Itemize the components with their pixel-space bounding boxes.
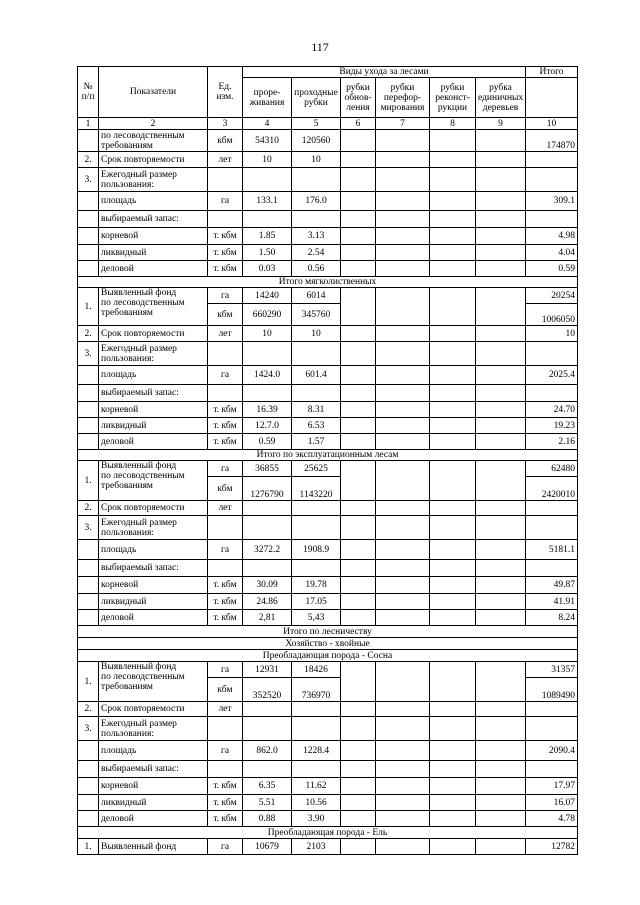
unit-cell: т. кбм (208, 418, 243, 434)
total-cell: 2420010 (526, 477, 578, 501)
total-cell: 1089490 (526, 678, 578, 702)
value-cell: 12.7.0 (243, 418, 292, 434)
section-title-conifer: Хозяйство - хвойные (78, 638, 578, 650)
total-cell: 4.78 (526, 811, 578, 827)
table-row (78, 662, 578, 678)
header-col-passing: проходные рубки (292, 78, 341, 118)
total-cell: 0.59 (526, 261, 578, 277)
value-cell: 54310 (243, 130, 292, 152)
table-row (78, 326, 578, 342)
unit-cell: т. кбм (208, 778, 243, 795)
col-number: 10 (526, 118, 578, 130)
value-cell: 1276790 (243, 477, 292, 501)
area-label: площадь (99, 540, 208, 560)
annual-label: Ежегодный размер пользования: (99, 717, 208, 741)
total-cell: 309.1 (526, 192, 578, 211)
header-numbers-row (78, 118, 578, 130)
total-cell: 20254 (526, 288, 578, 304)
table-row (78, 245, 578, 261)
row-num: 2. (78, 702, 99, 717)
annual-label: Ежегодный размер пользования: (99, 342, 208, 366)
table-row (78, 811, 578, 827)
unit-cell: га (208, 741, 243, 761)
stock-label: выбираемый запас: (99, 385, 208, 402)
root-label: корневой (99, 402, 208, 418)
business-label: деловой (99, 434, 208, 450)
table-row (78, 577, 578, 594)
table-row (78, 610, 578, 626)
header-unit: Ед. изм. (208, 67, 243, 118)
area-label: площадь (99, 366, 208, 385)
table-row (78, 540, 578, 560)
total-cell: 17.97 (526, 778, 578, 795)
col-number: 5 (292, 118, 341, 130)
table-row (78, 717, 578, 741)
stock-label: выбираемый запас: (99, 560, 208, 577)
value-cell: 19.78 (292, 577, 341, 594)
header-care-types: Виды ухода за лесами (243, 67, 526, 78)
value-cell: 352520 (243, 678, 292, 702)
fund-label-head: Выявленный фонд (101, 461, 177, 471)
value-cell: 133.1 (243, 192, 292, 211)
total-cell: 8.24 (526, 610, 578, 626)
total-cell: 4.04 (526, 245, 578, 261)
annual-label: Ежегодный размер пользования: (99, 168, 208, 192)
total-cell: 174870 (526, 130, 578, 152)
value-cell: 120560 (292, 130, 341, 152)
fund-label (99, 288, 208, 326)
value-cell: 16.39 (243, 402, 292, 418)
value-cell: 6.35 (243, 778, 292, 795)
period-label: Срок повторяемости (99, 152, 208, 168)
section-title-row (78, 450, 578, 461)
unit-cell: лет (208, 152, 243, 168)
row-num: 1. (78, 662, 99, 702)
value-cell: 10 (243, 152, 292, 168)
total-cell: 1006050 (526, 304, 578, 326)
table-row (78, 168, 578, 192)
table-row (78, 702, 578, 717)
table-row (78, 288, 578, 304)
col-number: 7 (376, 118, 430, 130)
value-cell: 1228.4 (292, 741, 341, 761)
unit-cell: т. кбм (208, 811, 243, 827)
value-cell: 1143220 (292, 477, 341, 501)
value-cell: 5.51 (243, 795, 292, 811)
row-num: 3. (78, 168, 99, 192)
total-cell: 2.16 (526, 434, 578, 450)
total-cell: 16.07 (526, 795, 578, 811)
value-cell: 660290 (243, 304, 292, 326)
business-label: деловой (99, 811, 208, 827)
section-title-forestry: Итого по лесничеству (78, 626, 578, 638)
row-num: 1. (78, 288, 99, 326)
period-label: Срок повторяемости (99, 326, 208, 342)
table-row (78, 385, 578, 402)
value-cell: 0.88 (243, 811, 292, 827)
total-cell: 4.98 (526, 228, 578, 245)
section-title-row (78, 650, 578, 662)
unit-cell: га (208, 839, 243, 855)
section-title-pine: Преобладающая порода - Сосна (78, 650, 578, 662)
unit-cell: т. кбм (208, 795, 243, 811)
table-row (78, 228, 578, 245)
business-label: деловой (99, 610, 208, 626)
value-cell: 0.59 (243, 434, 292, 450)
header-row-1 (78, 67, 578, 78)
unit-cell: лет (208, 702, 243, 717)
liquid-label: ликвидный (99, 418, 208, 434)
total-cell: 19.23 (526, 418, 578, 434)
forest-care-table (77, 66, 578, 855)
total-cell: 49.87 (526, 577, 578, 594)
table-row (78, 461, 578, 477)
unit-cell: т. кбм (208, 245, 243, 261)
value-cell: 6014 (292, 288, 341, 304)
table-row (78, 741, 578, 761)
value-cell: 30.09 (243, 577, 292, 594)
value-cell: 11.62 (292, 778, 341, 795)
liquid-label: ликвидный (99, 245, 208, 261)
value-cell: 2,81 (243, 610, 292, 626)
root-label: корневой (99, 577, 208, 594)
fund-label (99, 461, 208, 501)
header-col-single-trees: рубка единичных деревьев (476, 78, 526, 118)
unit-cell: т. кбм (208, 402, 243, 418)
table-row (78, 778, 578, 795)
unit-cell: га (208, 288, 243, 304)
total-cell: 2025.4 (526, 366, 578, 385)
header-col-renewal: рубки обнов- ления (341, 78, 376, 118)
period-label: Срок повторяемости (99, 501, 208, 516)
row-num: 2. (78, 152, 99, 168)
stock-label: выбираемый запас: (99, 761, 208, 778)
value-cell: 18426 (292, 662, 341, 678)
liquid-label: ликвидный (99, 795, 208, 811)
table-row (78, 560, 578, 577)
fund-label-tail: по лесоводственным требованиям (101, 471, 185, 491)
total-cell: 5181.1 (526, 540, 578, 560)
value-cell: 862.0 (243, 741, 292, 761)
table-row (78, 130, 578, 152)
fund-label (99, 662, 208, 702)
value-cell: 1908.9 (292, 540, 341, 560)
col-number: 4 (243, 118, 292, 130)
total-cell: 31357 (526, 662, 578, 678)
table-row (78, 501, 578, 516)
unit-cell: лет (208, 326, 243, 342)
value-cell: 17.05 (292, 594, 341, 610)
table-row (78, 152, 578, 168)
value-cell: 345760 (292, 304, 341, 326)
value-cell: 736970 (292, 678, 341, 702)
value-cell: 36855 (243, 461, 292, 477)
value-cell: 5,43 (292, 610, 341, 626)
business-label: деловой (99, 261, 208, 277)
fund-label-head: Выявленный фонд (99, 839, 208, 855)
unit-cell: га (208, 461, 243, 477)
header-indicators: Показатели (99, 67, 208, 118)
value-cell: 25625 (292, 461, 341, 477)
section-title-exploit: Итого по эксплуатационным лесам (78, 450, 578, 461)
value-cell: 3272.2 (243, 540, 292, 560)
unit-cell: кбм (208, 678, 243, 702)
value-cell: 8.31 (292, 402, 341, 418)
unit-cell: т. кбм (208, 610, 243, 626)
header-total: Итого (526, 67, 578, 78)
stock-label: выбираемый запас: (99, 211, 208, 228)
unit-cell: кбм (208, 130, 243, 152)
unit-cell: т. кбм (208, 434, 243, 450)
table-row (78, 594, 578, 610)
col-number: 9 (476, 118, 526, 130)
row-num: 2. (78, 501, 99, 516)
unit-cell: т. кбм (208, 594, 243, 610)
table-row (78, 366, 578, 385)
table-row (78, 402, 578, 418)
liquid-label: ликвидный (99, 594, 208, 610)
value-cell: 10 (292, 152, 341, 168)
area-label: площадь (99, 741, 208, 761)
value-cell: 3.13 (292, 228, 341, 245)
row-num: 3. (78, 342, 99, 366)
row-num: 1. (78, 839, 99, 855)
header-col-reconstruct: рубки реконст- рукции (430, 78, 476, 118)
value-cell: 176.0 (292, 192, 341, 211)
section-title-soft: Итого мягколиственных (78, 277, 578, 288)
root-label: корневой (99, 228, 208, 245)
section-title-row (78, 277, 578, 288)
fund-label-tail: по лесоводственным требованиям (101, 672, 185, 692)
unit-cell: т. кбм (208, 577, 243, 594)
value-cell: 10 (292, 326, 341, 342)
col-number: 3 (208, 118, 243, 130)
table-row (78, 839, 578, 855)
value-cell: 3.90 (292, 811, 341, 827)
unit-cell: га (208, 366, 243, 385)
table-row (78, 342, 578, 366)
period-label: Срок повторяемости (99, 702, 208, 717)
page-number: 117 (311, 40, 329, 54)
section-title-row (78, 626, 578, 638)
fund-label-head: Выявленный фонд (101, 662, 177, 672)
table-row (78, 434, 578, 450)
total-cell: 12782 (526, 839, 578, 855)
unit-cell: лет (208, 501, 243, 516)
value-cell: 0.56 (292, 261, 341, 277)
unit-cell: кбм (208, 477, 243, 501)
table-row (78, 261, 578, 277)
table-row (78, 418, 578, 434)
unit-cell: т. кбм (208, 261, 243, 277)
row-num: 3. (78, 516, 99, 540)
header-num: № п/п (78, 67, 99, 118)
value-cell: 2.54 (292, 245, 341, 261)
header-col-reform: рубки перефор- мирования (376, 78, 430, 118)
table-row (78, 192, 578, 211)
value-cell: 12931 (243, 662, 292, 678)
unit-cell: га (208, 192, 243, 211)
value-cell: 10.56 (292, 795, 341, 811)
unit-cell: га (208, 540, 243, 560)
col-number: 8 (430, 118, 476, 130)
col-number: 6 (341, 118, 376, 130)
unit-cell: т. кбм (208, 228, 243, 245)
section-title-spruce: Преобладающая порода - Ель (78, 827, 578, 839)
table-row (78, 211, 578, 228)
col-number: 1 (78, 118, 99, 130)
fund-label-tail: по лесоводственным требованиям (101, 298, 185, 318)
fund-label-head: Выявленный фонд (101, 288, 177, 298)
value-cell: 24.86 (243, 594, 292, 610)
value-cell: 1.50 (243, 245, 292, 261)
section-title-row (78, 638, 578, 650)
area-label: площадь (99, 192, 208, 211)
total-cell: 41.91 (526, 594, 578, 610)
section-title-row (78, 827, 578, 839)
table-row (78, 795, 578, 811)
total-cell: 10 (526, 326, 578, 342)
value-cell: 1424.0 (243, 366, 292, 385)
fund-label-cont: по лесоводственным требованиям (99, 130, 208, 152)
value-cell: 10 (243, 326, 292, 342)
value-cell: 10679 (243, 839, 292, 855)
row-num: 2. (78, 326, 99, 342)
row-num: 3. (78, 717, 99, 741)
table-row (78, 761, 578, 778)
header-col-thinning: проре- живания (243, 78, 292, 118)
root-label: корневой (99, 778, 208, 795)
annual-label: Ежегодный размер пользования: (99, 516, 208, 540)
unit-cell: кбм (208, 304, 243, 326)
total-cell: 2090.4 (526, 741, 578, 761)
value-cell: 1.85 (243, 228, 292, 245)
value-cell: 1.57 (292, 434, 341, 450)
col-number: 2 (99, 118, 208, 130)
total-cell: 62480 (526, 461, 578, 477)
value-cell: 601.4 (292, 366, 341, 385)
value-cell: 2103 (292, 839, 341, 855)
table-row (78, 516, 578, 540)
unit-cell: га (208, 662, 243, 678)
total-cell: 24.70 (526, 402, 578, 418)
value-cell: 6.53 (292, 418, 341, 434)
value-cell: 0.03 (243, 261, 292, 277)
value-cell: 14240 (243, 288, 292, 304)
header-total-blank (526, 78, 578, 118)
row-num: 1. (78, 461, 99, 501)
